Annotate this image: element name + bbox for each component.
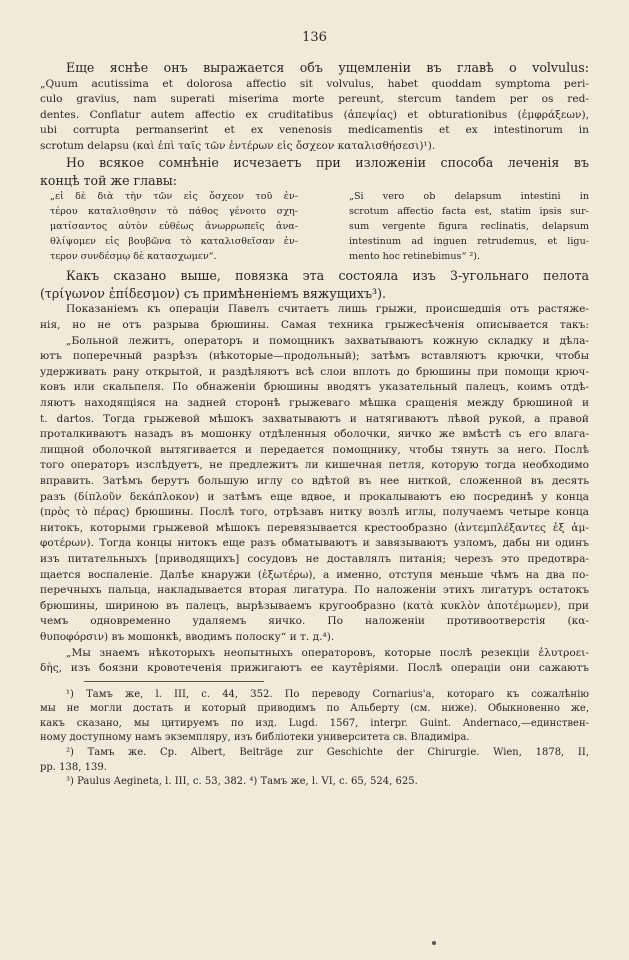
text-line: „Quum acutissima et dolorosa affectio sit volvulus, habet quoddam symptoma peri-: [40, 77, 589, 90]
footnote-line: мы не могли достать и который приводимъ по Альберту (см. ниже). Обыкновенно же,: [40, 703, 589, 715]
text-line: (πρὸς τὸ πέρας) брюшины. Послѣ того, отрѣзавъ нитку возлѣ иглы, получаемъ четыре конца: [40, 506, 589, 519]
main-text: [40, 267, 589, 676]
footnote-line: ному доступному намъ экземпляру, изъ библіотеки университета св. Владиміра.: [40, 732, 470, 744]
text-line: ковъ или скальпеля. По обнаженіи брюшины вводятъ указательный палецъ, коимъ отдѣ-: [40, 381, 589, 394]
text-line: Показаніемъ къ операціи Павелъ считаетъ лишь грыжи, происшедшія отъ растяже-: [66, 303, 589, 316]
footnote-line: ²) Тамъ же. Ср. Albert, Beiträge zur Geschichte der Chirurgie. Wien, 1878, II,: [66, 747, 589, 759]
parallel-quotes: [40, 190, 589, 264]
text-line: ютъ поперечный разрѣзъ (нѣкоторые—продольный); затѣмъ вставляютъ крючки, чтобы: [40, 350, 589, 363]
quote-line: mento hoc retinebimus“ ²).: [348, 250, 481, 262]
text-line: ubi corrupta permanserint et ex venenosis medicamentis et ex intestinorum in: [40, 124, 589, 137]
text-line: „Мы знаемъ нѣкоторыхъ неопытныхъ операторовъ, которые послѣ резекціи ἐλυτροει-: [66, 646, 589, 659]
text-line: Еще яснѣе онъ выражается объ ущемленіи въ главѣ о volvulus:: [66, 60, 589, 75]
text-line: того операторъ изслѣдуетъ, не предлежитъ ли кишечная петля, которую тогда необходимо: [40, 459, 589, 472]
text-line: t. dartos. Тогда грыжевой мѣшокъ захватываютъ и натягиваютъ лѣвой рукой, а правой: [40, 412, 589, 425]
text-line: брюшины, шириною въ палецъ, вырѣзываемъ кругообразно (κατὰ κυκλὸν ἀποτέμωμεν), при: [40, 599, 589, 612]
text-line: Какъ сказано выше, повязка эта состояла изъ 3-угольнаго пелота: [66, 268, 589, 284]
text-line: чемъ одновременно удаляемъ яичко. По наложеніи противоотверстія (κα-: [40, 615, 589, 628]
text-line: „Больной лежитъ, операторъ и помощникъ захватываютъ кожную складку и дѣла-: [66, 334, 589, 347]
quote-line: ματίσαντος αὐτὸν εὐθέως ἀνωρρωπεῖς ἀνα-: [50, 221, 299, 233]
text-line: φοτέρων). Тогда концы нитокъ еще разъ обматываютъ и завязываютъ узломъ, дабы ни одинъ: [40, 537, 589, 550]
quote-line: θλίψομεν εἰς βουβῶνα τὸ καταλισθεῖσαν ἐν-: [50, 235, 299, 247]
text-line: перечныхъ пальца, накладывается вторая лигатура. По наложеніи этихъ лигатуръ остатокъ: [40, 584, 589, 597]
quote-line: „εἰ δὲ διὰ τὴν τῶν εἰς ὄσχεον τοῦ ἐν-: [50, 191, 299, 203]
quote-line: scrotum affectio facta est, statim ipsis sur-: [348, 206, 589, 218]
text-line: проталкиваютъ назадъ въ мошонку отдѣленныя оболочки, яичко же вмѣстѣ съ его влага-: [40, 428, 589, 441]
footnote-line: pp. 138, 139.: [40, 761, 107, 773]
quote-line: intestinum ad inguen retrudemus, et ligu-: [348, 235, 589, 247]
quote-line: τέρου καταλισθησιν τὸ πάθος γένοιτο σχη-: [50, 206, 299, 218]
footnote-line: ³) Paulus Aegineta, l. III, c. 53, 382. ⁴) Тамъ же, l. VI, c. 65, 524, 625.: [66, 776, 418, 788]
footnote-divider: [84, 681, 264, 682]
text-line: ляютъ находящіяся на задней сторонѣ грыжеваго мѣшка сращенія между брюшиной и: [40, 397, 589, 410]
quote-line: sum vergente figura reclinatis, delapsum: [348, 221, 589, 233]
footnotes: [40, 688, 589, 790]
text-line: нія, но не отъ разрыва брюшины. Самая техника грыжесѣченія описывается такъ:: [40, 319, 589, 332]
footnote-line: ¹) Тамъ же, l. III, c. 44, 352. По переводу Cornarius'a, котораго къ сожалѣнію: [66, 688, 589, 700]
text-line: Но всякое сомнѣніе исчезаетъ при изложеніи способа леченія въ: [66, 155, 589, 171]
latin-quote: [331, 190, 589, 264]
text-line: dentes. Conflatur autem affectio ex cruditatibus (ἀπεψίας) et obturationibus (ἐμφράξεων),: [40, 108, 589, 121]
text-line: лищной оболочкой вытягивается и передается помощнику, чтобы тянуть за него. Послѣ: [40, 443, 589, 456]
text-line: culo gravius, nam superati miserima morte pereunt, stercum tandem per os red-: [40, 93, 589, 106]
text-line: scrotum delapsu (καὶ ἐπὶ ταῖς τῶν ἐντέρων εἰς ὄσχεον καταλισθήσεσι)¹).: [40, 139, 436, 152]
text-line: изъ питательныхъ [приводящихъ] сосудовъ не доставлялъ питанія; черезъ это предотвра-: [40, 552, 589, 565]
quote-line: „Si vero ob delapsum intestini in: [348, 191, 589, 203]
text-line: δὴς, изъ боязни кровотеченія прижигаютъ ее кауте̂ріями. Послѣ операціи они сажаютъ: [40, 662, 589, 675]
text-line: концѣ той же главы:: [40, 172, 177, 188]
text-line: удерживать рану открытой, и раздѣляютъ всѣ слои вплоть до брюшины при помощи крюч-: [40, 365, 589, 378]
greek-quote: [40, 190, 298, 264]
text-line: нитокъ, которыми грыжевой мѣшокъ перевязывается крестообразно (ἀντεμπλέξαντες ἐξ ἀμ-: [40, 521, 589, 534]
ink-speck: [432, 941, 436, 945]
text-line: вправить. Затѣмъ берутъ большую иглу со вдѣтой въ нее ниткой, сложенной въ десять: [40, 474, 589, 487]
quote-line: τερον συνδέσμῳ δὲ κατασχωμεν“.: [50, 250, 217, 262]
footnote-line: какъ сказано, мы цитируемъ по изд. Lugd. 1567, interpr. Guint. Andernaco,—единствен-: [40, 717, 589, 729]
text-line: θυποφόρσιν) въ мошонкѣ, вводимъ полоску“ и т. д.⁴).: [40, 630, 335, 643]
intro-block: [40, 59, 589, 189]
page-number: 136: [302, 30, 327, 45]
text-line: разъ (δίπλοῦν δεκάπλοκον) и затѣмъ еще вдвое, и прокалываютъ ею посрединѣ у конца: [40, 490, 589, 503]
text-line: (τρίγωνον ἐπίδεσμον) съ примѣненіемъ вяжущихъ³).: [40, 285, 386, 301]
text-line: щается воспаленіе. Далѣе кнаружи (ἐξωτέρω), а именно, отступя меньше чѣмъ на два по-: [40, 568, 589, 581]
